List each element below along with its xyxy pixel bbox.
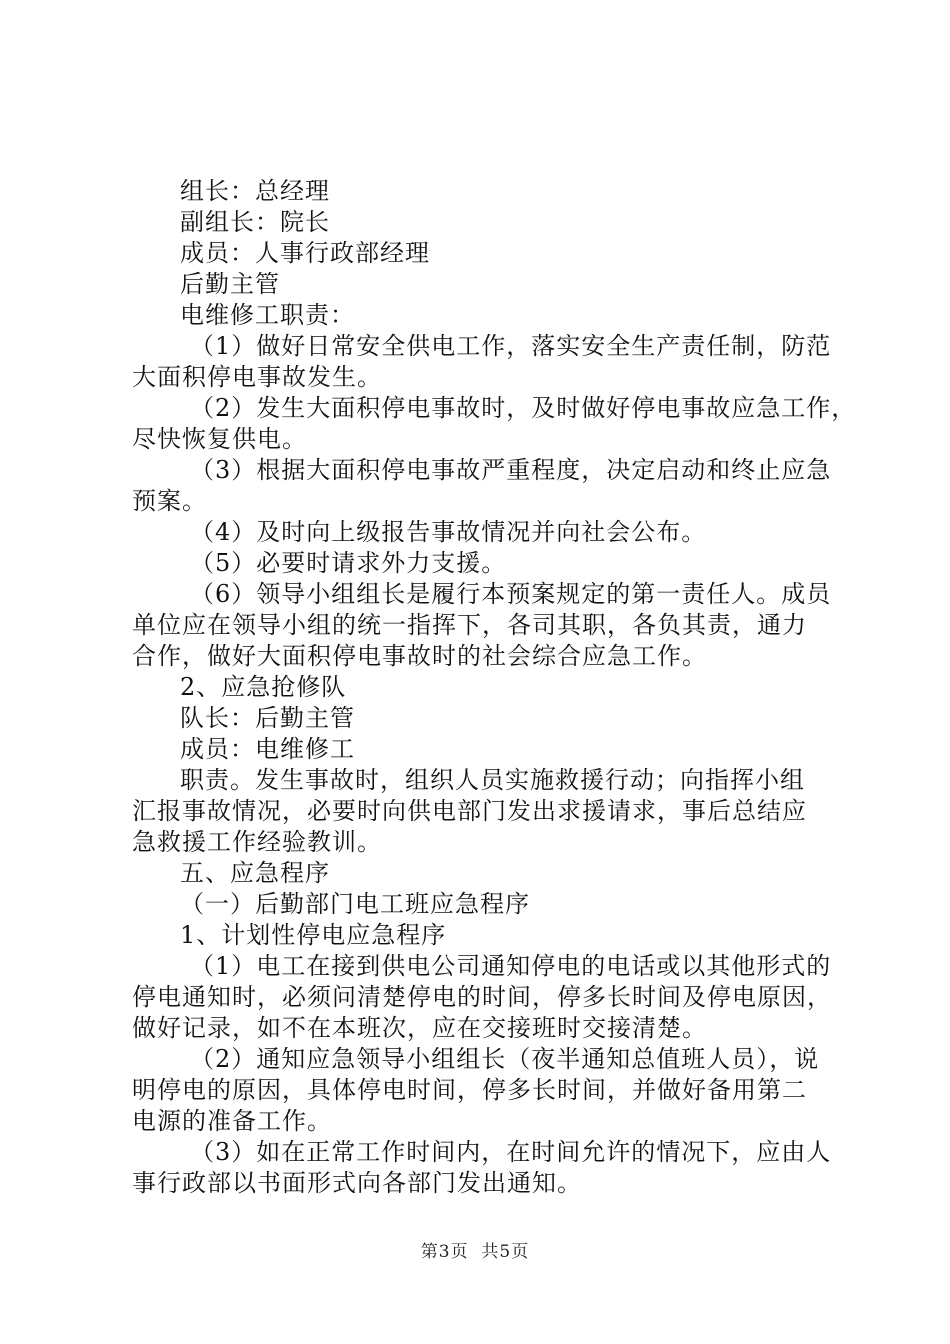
text-line: 电源的准备工作。 [132, 1107, 332, 1135]
text-line: 明停电的原因，具体停电时间，停多长时间，并做好备用第二 [132, 1076, 807, 1104]
document-body [132, 176, 857, 1199]
text-line: （4）及时向上级报告事故情况并向社会公布。 [190, 518, 707, 546]
text-line: 急救援工作经验教训。 [132, 828, 382, 856]
text-line: 电维修工职责： [180, 301, 355, 329]
text-line: 职责。发生事故时，组织人员实施救援行动；向指挥小组 [180, 766, 805, 794]
text-line: （6）领导小组组长是履行本预案规定的第一责任人。成员 [190, 580, 832, 608]
text-line: （1）电工在接到供电公司通知停电的电话或以其他形式的 [190, 952, 832, 980]
text-line: 五、应急程序 [180, 859, 330, 887]
text-line: 单位应在领导小组的统一指挥下，各司其职，各负其责，通力 [132, 611, 807, 639]
text-line: 尽快恢复供电。 [132, 425, 307, 453]
text-line: 组长：总经理 [180, 177, 330, 205]
text-line: 预案。 [132, 487, 207, 515]
text-line: 1、计划性停电应急程序 [180, 921, 447, 949]
text-line: 汇报事故情况，必要时向供电部门发出求援请求，事后总结应 [132, 797, 807, 825]
text-line: （一）后勤部门电工班应急程序 [180, 890, 530, 918]
text-line: 大面积停电事故发生。 [132, 363, 382, 391]
text-line: 2、应急抢修队 [180, 673, 347, 701]
text-line: 做好记录，如不在本班次，应在交接班时交接清楚。 [132, 1014, 707, 1042]
text-line: 停电通知时，必须问清楚停电的时间，停多长时间及停电原因， [132, 983, 832, 1011]
text-line: 后勤主管 [180, 270, 280, 298]
text-line: 副组长：院长 [180, 208, 330, 236]
text-line: （5）必要时请求外力支援。 [190, 549, 507, 577]
page-number-label: 第3页 共5页 [420, 1242, 530, 1262]
text-line: （2）发生大面积停电事故时，及时做好停电事故应急工作， [190, 394, 857, 422]
text-line: 队长：后勤主管 [180, 704, 355, 732]
text-line: （3）根据大面积停电事故严重程度，决定启动和终止应急 [190, 456, 832, 484]
text-line: 事行政部以书面形式向各部门发出通知。 [132, 1169, 582, 1197]
text-line: （3）如在正常工作时间内，在时间允许的情况下，应由人 [190, 1138, 832, 1166]
page-footer [0, 1241, 950, 1263]
text-line: 合作，做好大面积停电事故时的社会综合应急工作。 [132, 642, 707, 670]
text-line: 成员：人事行政部经理 [180, 239, 430, 267]
text-line: （1）做好日常安全供电工作，落实安全生产责任制，防范 [190, 332, 832, 360]
text-line: （2）通知应急领导小组组长（夜半通知总值班人员），说 [190, 1045, 820, 1073]
text-line: 成员：电维修工 [180, 735, 355, 763]
